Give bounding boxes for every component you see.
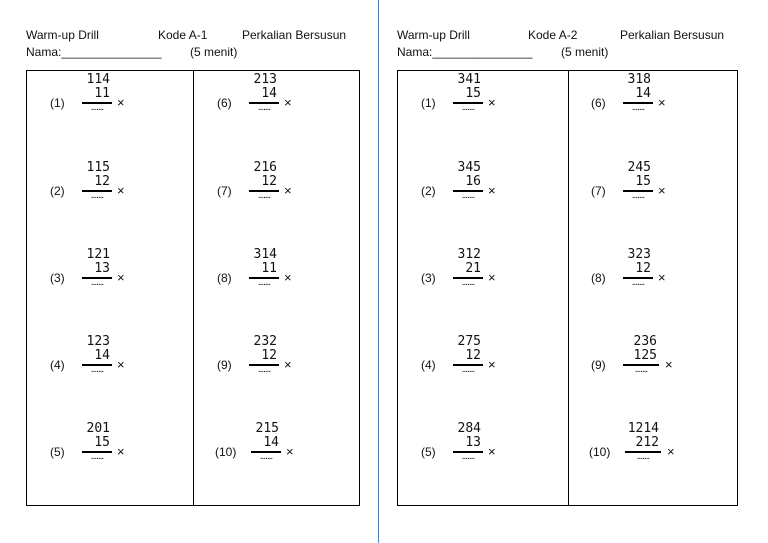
sheet-topic: Perkalian Bersusun [620, 28, 725, 42]
multiplicand: 215 [255, 421, 279, 436]
answer-blank[interactable]: ....... [461, 276, 475, 288]
page-divider [378, 0, 379, 543]
multiplier: 14 [635, 86, 651, 101]
answer-blank[interactable]: ....... [461, 101, 475, 113]
multiplier: 12 [635, 261, 651, 276]
problem-number: (4) [50, 358, 65, 372]
multiplicand: 318 [627, 72, 651, 87]
problem-4 [421, 335, 541, 405]
multiplier: 14 [94, 348, 110, 363]
multiply-sign: × [658, 270, 666, 285]
multiplier: 14 [261, 86, 277, 101]
multiply-sign: × [117, 183, 125, 198]
answer-blank[interactable]: ....... [90, 101, 104, 113]
problem-number: (3) [50, 271, 65, 285]
multiplier: 21 [465, 261, 481, 276]
problem-box [26, 70, 360, 506]
sheet-title: Warm-up Drill [26, 28, 99, 42]
column-divider [568, 71, 569, 505]
multiplicand: 232 [253, 334, 277, 349]
answer-blank[interactable]: ....... [90, 450, 104, 462]
multiply-sign: × [667, 444, 675, 459]
multiplier: 12 [94, 174, 110, 189]
multiply-sign: × [286, 444, 294, 459]
multiply-sign: × [117, 444, 125, 459]
problem-1 [421, 73, 541, 143]
answer-blank[interactable]: ....... [259, 450, 273, 462]
answer-blank[interactable]: ....... [257, 363, 271, 375]
problem-box [397, 70, 738, 506]
problem-number: (10) [215, 445, 237, 459]
answer-blank[interactable]: ....... [461, 363, 475, 375]
sheet-code: Kode A-2 [528, 28, 578, 42]
problem-number: (7) [591, 184, 606, 198]
multiply-sign: × [284, 270, 292, 285]
multiply-sign: × [488, 183, 496, 198]
multiplicand: 341 [457, 72, 481, 87]
multiplicand: 114 [86, 72, 110, 87]
problem-number: (6) [591, 96, 606, 110]
sheet-topic: Perkalian Bersusun [242, 28, 347, 42]
multiplier: 13 [94, 261, 110, 276]
time-limit: (5 menit) [190, 45, 238, 59]
multiplier: 212 [635, 435, 659, 450]
problem-7 [591, 161, 711, 231]
problem-number: (3) [421, 271, 436, 285]
multiply-sign: × [658, 183, 666, 198]
problem-9 [217, 335, 337, 405]
problem-number: (9) [591, 358, 606, 372]
problem-2 [50, 161, 170, 231]
problem-4 [50, 335, 170, 405]
time-limit: (5 menit) [561, 45, 609, 59]
problem-number: (8) [591, 271, 606, 285]
problem-8 [217, 248, 337, 318]
multiplicand: 236 [633, 334, 657, 349]
problem-number: (7) [217, 184, 232, 198]
multiply-sign: × [488, 95, 496, 110]
problem-number: (2) [421, 184, 436, 198]
problem-5 [50, 422, 170, 492]
multiplicand: 245 [627, 160, 651, 175]
sheet-title: Warm-up Drill [397, 28, 470, 42]
problem-number: (5) [50, 445, 65, 459]
column-divider [193, 71, 194, 505]
problem-number: (2) [50, 184, 65, 198]
problem-3 [421, 248, 541, 318]
multiplicand: 323 [627, 247, 651, 262]
multiplier: 12 [261, 348, 277, 363]
answer-blank[interactable]: ....... [90, 189, 104, 201]
problem-number: (1) [421, 96, 436, 110]
multiply-sign: × [284, 183, 292, 198]
multiplicand: 275 [457, 334, 481, 349]
multiplier: 15 [465, 86, 481, 101]
multiplier: 15 [635, 174, 651, 189]
answer-blank[interactable]: ....... [631, 189, 645, 201]
problem-2 [421, 161, 541, 231]
answer-blank[interactable]: ....... [257, 189, 271, 201]
answer-blank[interactable]: ....... [634, 363, 648, 375]
multiply-sign: × [117, 95, 125, 110]
sheet-code: Kode A-1 [158, 28, 208, 42]
worksheet-a2 [397, 0, 737, 543]
problem-number: (9) [217, 358, 232, 372]
multiply-sign: × [488, 270, 496, 285]
multiplier: 11 [261, 261, 277, 276]
multiply-sign: × [117, 270, 125, 285]
problem-number: (1) [50, 96, 65, 110]
problem-1 [50, 73, 170, 143]
multiplier: 15 [94, 435, 110, 450]
multiply-sign: × [665, 357, 673, 372]
multiplier: 14 [263, 435, 279, 450]
multiplicand: 201 [86, 421, 110, 436]
answer-blank[interactable]: ....... [461, 189, 475, 201]
multiplier: 12 [465, 348, 481, 363]
problem-6 [591, 73, 711, 143]
answer-blank[interactable]: ....... [636, 450, 650, 462]
answer-blank[interactable]: ....... [257, 276, 271, 288]
multiply-sign: × [658, 95, 666, 110]
multiplicand: 345 [457, 160, 481, 175]
answer-blank[interactable]: ....... [461, 450, 475, 462]
multiply-sign: × [488, 444, 496, 459]
problem-number: (5) [421, 445, 436, 459]
multiplier: 11 [94, 86, 110, 101]
problem-number: (6) [217, 96, 232, 110]
multiplicand: 284 [457, 421, 481, 436]
problem-6 [217, 73, 337, 143]
problem-10 [591, 422, 711, 492]
multiply-sign: × [488, 357, 496, 372]
multiplicand: 115 [86, 160, 110, 175]
multiplicand: 121 [86, 247, 110, 262]
problem-5 [421, 422, 541, 492]
problem-number: (8) [217, 271, 232, 285]
name-field-label[interactable]: Nama:_______________ [397, 45, 533, 59]
answer-blank[interactable]: ....... [257, 101, 271, 113]
multiplicand: 314 [253, 247, 277, 262]
problem-10 [217, 422, 337, 492]
multiplier: 12 [261, 174, 277, 189]
worksheet-a1 [26, 0, 366, 543]
problem-8 [591, 248, 711, 318]
multiply-sign: × [284, 357, 292, 372]
problem-7 [217, 161, 337, 231]
multiplicand: 123 [86, 334, 110, 349]
multiplicand: 213 [253, 72, 277, 87]
multiplier: 16 [465, 174, 481, 189]
name-field-label[interactable]: Nama:_______________ [26, 45, 162, 59]
multiplicand: 1214 [627, 421, 659, 436]
problem-number: (4) [421, 358, 436, 372]
answer-blank[interactable]: ....... [631, 101, 645, 113]
multiplicand: 312 [457, 247, 481, 262]
problem-3 [50, 248, 170, 318]
answer-blank[interactable]: ....... [90, 276, 104, 288]
multiply-sign: × [284, 95, 292, 110]
multiplier: 125 [633, 348, 657, 363]
problem-number: (10) [589, 445, 611, 459]
multiply-sign: × [117, 357, 125, 372]
multiplicand: 216 [253, 160, 277, 175]
problem-9 [591, 335, 711, 405]
answer-blank[interactable]: ....... [631, 276, 645, 288]
answer-blank[interactable]: ....... [90, 363, 104, 375]
multiplier: 13 [465, 435, 481, 450]
